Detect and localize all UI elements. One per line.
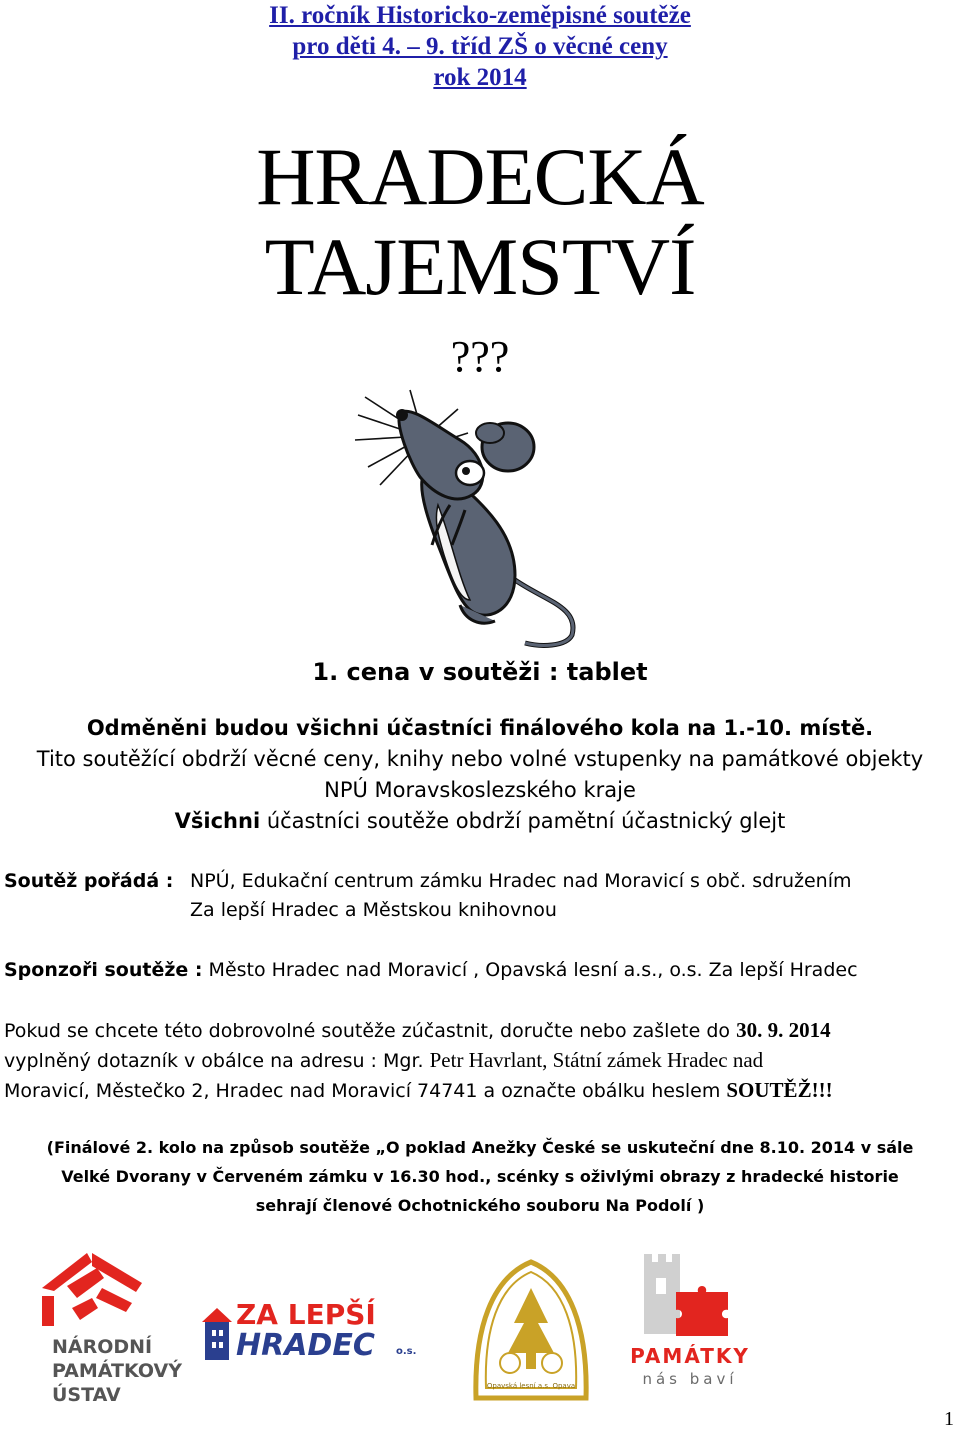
zlh-top-text: ZA LEPŠÍ [236, 1298, 376, 1331]
rewards-line3: NPÚ Moravskoslezského kraje [324, 778, 636, 802]
castle-tower-icon [202, 1308, 232, 1360]
organizer-block [4, 867, 954, 925]
header-line2: pro děti 4. – 9. tříd ZŠ o věcné ceny [292, 33, 668, 60]
final-line1: (Finálové 2. kolo na způsob soutěže „O poklad Anežky České se uskuteční dne 8.10. 2014 v sále [46, 1138, 914, 1157]
rewards-line2: Tito soutěžící obdrží věcné ceny, knihy nebo volné vstupenky na památkové objekty [36, 747, 924, 771]
sponsors-label: Sponzoři soutěže : [4, 959, 203, 981]
title-line1: HRADECKÁ [256, 131, 704, 222]
pamatky-logo [620, 1248, 760, 1398]
npu-emblem-icon [32, 1248, 152, 1328]
instructions-block [4, 1016, 959, 1106]
npu-logo [32, 1248, 202, 1406]
final-line2: Velké Dvorany v Červeném zámku v 16.30 hod., scénky s oživlými obrazy z hradecké historie [61, 1167, 899, 1186]
zlh-bottom-text: HRADEC [236, 1328, 375, 1363]
title [0, 133, 960, 311]
prize-text: 1. cena v soutěži : tablet [312, 658, 648, 686]
organizer-line2: Za lepší Hradec a Městskou knihovnou [190, 899, 557, 921]
header-line1: II. ročník Historicko-zeměpisné soutěže [269, 2, 691, 29]
instructions-text2a: vyplněný dotazník v obálce na adresu : Mgr. [4, 1050, 430, 1072]
instructions-text2b: Petr Havrlant, Státní zámek Hradec nad [429, 1048, 764, 1072]
mouse-illustration-icon [340, 385, 600, 650]
castle-puzzle-icon [636, 1248, 736, 1340]
sponsors-text: Město Hradec nad Moravicí , Opavská lesní a.s., o.s. Za lepší Hradec [208, 959, 858, 981]
instructions-text1: Pokud se chcete této dobrovolné soutěže zúčastnit, doručte nebo zašlete do [4, 1020, 737, 1042]
final-line3: sehrají členové Ochotnického souboru Na Podolí ) [255, 1196, 705, 1215]
pamatky-bottom-text: nás baví [642, 1370, 738, 1388]
title-line2: TAJEMSTVÍ [264, 221, 696, 312]
instructions-text3a: Moravicí, Městečko 2, Hradec nad Moravicí 74741 a označte obálku heslem [4, 1080, 727, 1102]
instructions-line1 [4, 1016, 959, 1046]
opavska-lesni-logo [470, 1258, 592, 1410]
organizer-line1: NPÚ, Edukační centrum zámku Hradec nad Moravicí s obč. sdružením [190, 870, 852, 892]
rewards-line4 [0, 806, 960, 837]
zlh-suffix: o.s. [396, 1346, 417, 1357]
npu-line2: PAMÁTKOVÝ [52, 1360, 182, 1382]
npu-line1: NÁRODNÍ [52, 1336, 153, 1358]
page-number: 1 [944, 1408, 954, 1430]
organizer-label: Soutěž pořádá : [4, 870, 174, 892]
rewards-line4-bold: Všichni [174, 809, 261, 833]
rewards-line1: Odměněni budou všichni účastníci finálového kola na 1.-10. místě. [86, 716, 874, 740]
final-block [0, 1133, 960, 1220]
rewards-line4-rest: účastníci soutěže obdrží pamětní účastnický glejt [260, 809, 786, 833]
opavska-text: Opavská lesní a.s. Opava [486, 1382, 576, 1390]
keyword: SOUTĚŽ [726, 1078, 812, 1102]
deadline: 30. 9. 2014 [736, 1018, 831, 1042]
header-line3: rok 2014 [433, 64, 527, 91]
title-question-marks: ??? [450, 332, 510, 381]
header [0, 0, 960, 93]
instructions-line3 [4, 1076, 959, 1106]
sponsors-block [4, 956, 954, 985]
keyword-exclamation: !!! [811, 1078, 833, 1102]
za-lepsi-hradec-logo [200, 1300, 430, 1370]
npu-line3: ÚSTAV [52, 1384, 121, 1406]
instructions-line2 [4, 1046, 959, 1076]
rewards-block [0, 713, 960, 837]
pamatky-top-text: PAMÁTKY [630, 1344, 750, 1368]
